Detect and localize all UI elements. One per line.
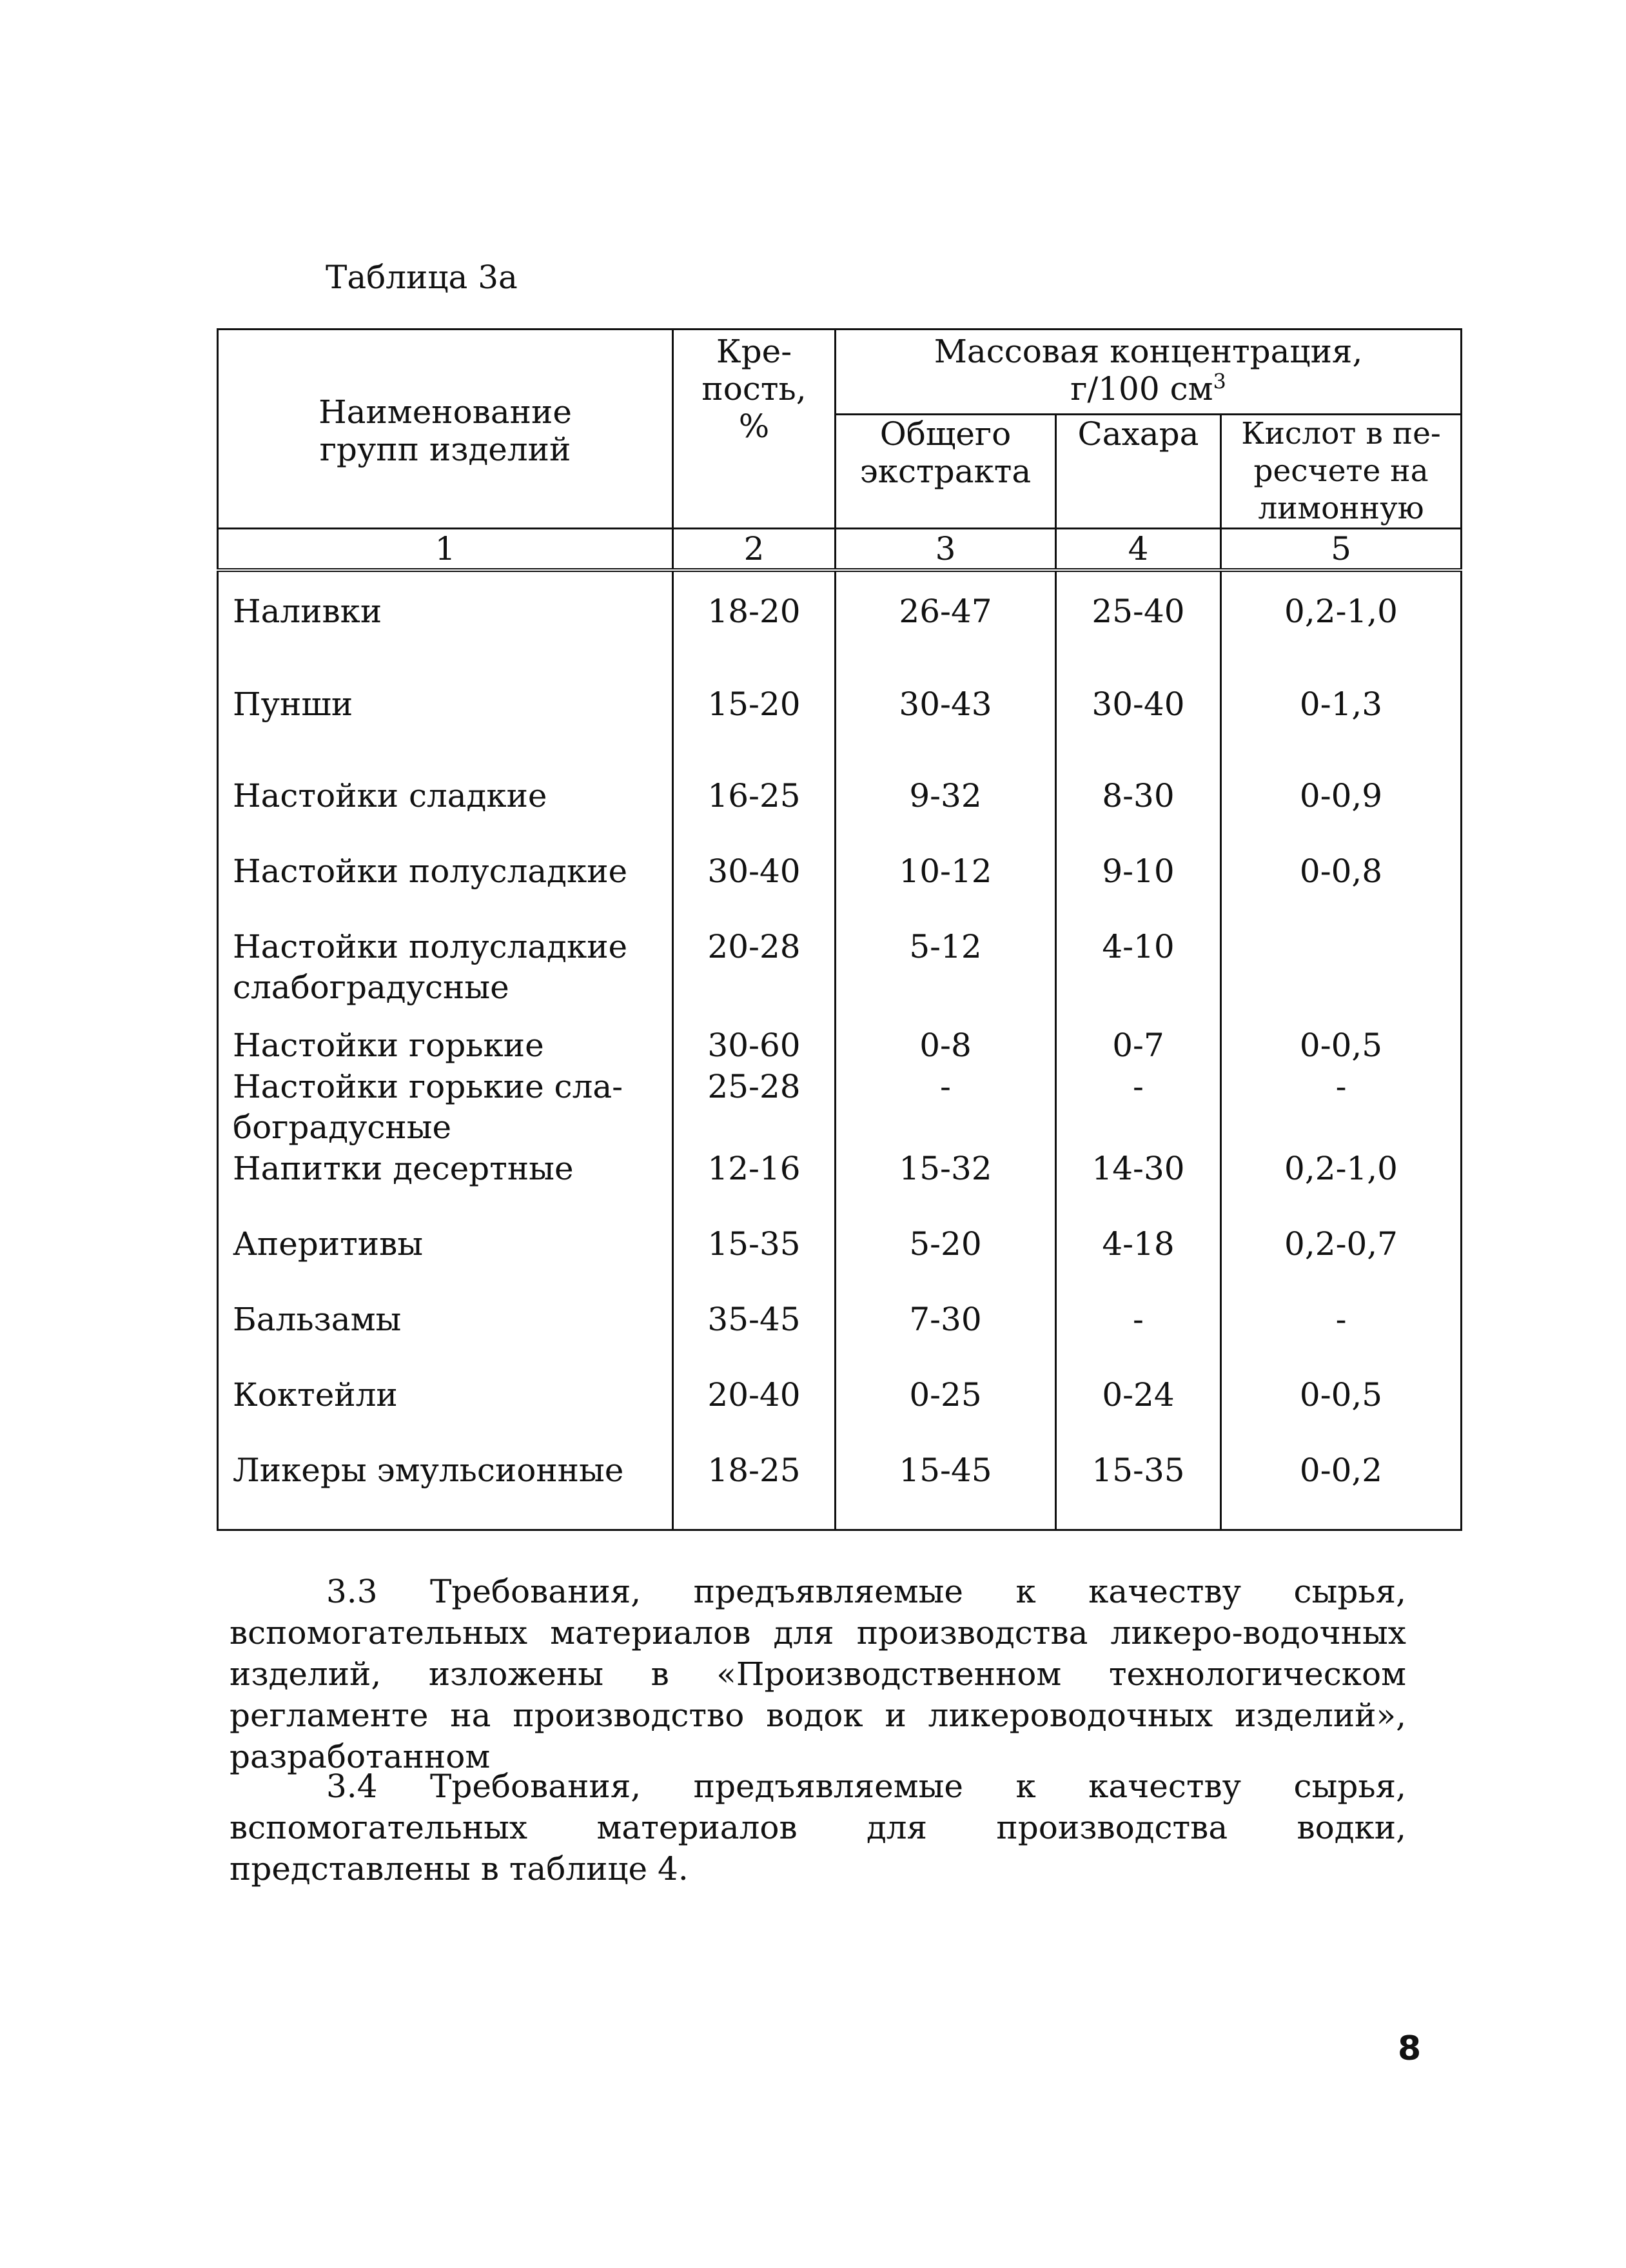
header-mass-concentration bbox=[836, 330, 1462, 415]
row-acids: 0-0,5 bbox=[1221, 1375, 1462, 1450]
table-row bbox=[218, 1025, 1462, 1067]
row-strength: 12-16 bbox=[673, 1149, 836, 1224]
row-strength: 16-25 bbox=[673, 776, 836, 851]
header-sugar-label: Сахара bbox=[1077, 415, 1199, 453]
row-acids: 0-0,8 bbox=[1221, 851, 1462, 927]
header-acids bbox=[1221, 415, 1462, 529]
row-acids: 0-0,9 bbox=[1221, 776, 1462, 851]
header-name bbox=[218, 330, 673, 529]
row-acids: - bbox=[1221, 1299, 1462, 1375]
column-number-5: 5 bbox=[1221, 529, 1462, 571]
row-acids: 0,2-1,0 bbox=[1221, 570, 1462, 684]
row-sugar: 14-30 bbox=[1056, 1149, 1221, 1224]
table-row bbox=[218, 1375, 1462, 1450]
row-strength: 15-20 bbox=[673, 684, 836, 776]
column-number-3: 3 bbox=[836, 529, 1056, 571]
paragraph-3-4: 3.4 Требования, предъявляемые к качеству сырья, вспомогательных материалов для производства водки, представлены в таблице 4. bbox=[230, 1768, 1406, 1888]
row-acids: 0-0,2 bbox=[1221, 1450, 1462, 1530]
table-caption: Таблица 3а bbox=[326, 259, 518, 296]
row-name: Аперитивы bbox=[218, 1224, 673, 1299]
row-sugar: 8-30 bbox=[1056, 776, 1221, 851]
header-mass-concentration-label: Массовая концентрация, г/100 см bbox=[934, 333, 1363, 408]
row-sugar: 4-18 bbox=[1056, 1224, 1221, 1299]
row-acids: 0-1,3 bbox=[1221, 684, 1462, 776]
row-strength: 30-40 bbox=[673, 851, 836, 927]
header-strength-label: Кре-пость, % bbox=[701, 333, 807, 445]
row-name: Ликеры эмульсионные bbox=[218, 1450, 673, 1530]
table-row bbox=[218, 684, 1462, 776]
row-strength: 15-35 bbox=[673, 1224, 836, 1299]
row-extract: 5-20 bbox=[836, 1224, 1056, 1299]
row-acids: - bbox=[1221, 1067, 1462, 1149]
row-strength: 20-28 bbox=[673, 927, 836, 1025]
header-mass-concentration-sup: 3 bbox=[1213, 369, 1226, 394]
row-strength: 18-20 bbox=[673, 570, 836, 684]
row-extract: 0-8 bbox=[836, 1025, 1056, 1067]
row-sugar: 30-40 bbox=[1056, 684, 1221, 776]
table-row bbox=[218, 927, 1462, 1025]
row-extract: 26-47 bbox=[836, 570, 1056, 684]
table-row bbox=[218, 1450, 1462, 1530]
row-sugar: - bbox=[1056, 1299, 1221, 1375]
row-name: Коктейли bbox=[218, 1375, 673, 1450]
table-row bbox=[218, 1224, 1462, 1299]
row-name: Бальзамы bbox=[218, 1299, 673, 1375]
table-row bbox=[218, 776, 1462, 851]
page-number: 8 bbox=[1398, 2029, 1422, 2068]
header-acids-label: Кислот в пе-ресчете на лимонную bbox=[1241, 416, 1441, 526]
row-acids: 0-0,5 bbox=[1221, 1025, 1462, 1067]
row-acids: 0,2-1,0 bbox=[1221, 1149, 1462, 1224]
row-extract: 7-30 bbox=[836, 1299, 1056, 1375]
row-name: Настойки сладкие bbox=[218, 776, 673, 851]
row-name: Наливки bbox=[218, 570, 673, 684]
header-sugar bbox=[1056, 415, 1221, 529]
column-number-4: 4 bbox=[1056, 529, 1221, 571]
row-sugar: 15-35 bbox=[1056, 1450, 1221, 1530]
row-name: Пунши bbox=[218, 684, 673, 776]
row-strength: 20-40 bbox=[673, 1375, 836, 1450]
table-row bbox=[218, 1067, 1462, 1149]
row-sugar: 0-7 bbox=[1056, 1025, 1221, 1067]
row-extract: 30-43 bbox=[836, 684, 1056, 776]
row-strength: 18-25 bbox=[673, 1450, 836, 1530]
row-strength: 30-60 bbox=[673, 1025, 836, 1067]
product-table bbox=[217, 328, 1462, 1531]
row-extract: 0-25 bbox=[836, 1375, 1056, 1450]
column-number-1: 1 bbox=[218, 529, 673, 571]
row-acids bbox=[1221, 927, 1462, 1025]
table-row bbox=[218, 1299, 1462, 1375]
row-name: Настойки горькие bbox=[218, 1025, 673, 1067]
header-total-extract-label: Общего экстракта bbox=[859, 415, 1032, 490]
row-extract: 15-45 bbox=[836, 1450, 1056, 1530]
row-sugar: 4-10 bbox=[1056, 927, 1221, 1025]
table-row bbox=[218, 570, 1462, 684]
row-extract: 10-12 bbox=[836, 851, 1056, 927]
column-number-2: 2 bbox=[673, 529, 836, 571]
row-sugar: 9-10 bbox=[1056, 851, 1221, 927]
table-row bbox=[218, 851, 1462, 927]
header-strength bbox=[673, 330, 836, 529]
row-name: Настойки горькие сла-боградусные bbox=[218, 1067, 673, 1149]
row-strength: 25-28 bbox=[673, 1067, 836, 1149]
table-row bbox=[218, 1149, 1462, 1224]
row-acids: 0,2-0,7 bbox=[1221, 1224, 1462, 1299]
row-name: Настойки полусладкие слабоградусные bbox=[218, 927, 673, 1025]
row-strength: 35-45 bbox=[673, 1299, 836, 1375]
row-extract: 5-12 bbox=[836, 927, 1056, 1025]
paragraph-3-3: 3.3 Требования, предъявляемые к качеству сырья, вспомогательных материалов для производства ликеро-водочных изделий, изложены в «Производственном технологическом регламенте на производство водок и ликероводочных изделий», разработанном bbox=[230, 1573, 1406, 1775]
row-sugar: - bbox=[1056, 1067, 1221, 1149]
header-total-extract bbox=[836, 415, 1056, 529]
row-extract: - bbox=[836, 1067, 1056, 1149]
row-sugar: 0-24 bbox=[1056, 1375, 1221, 1450]
header-name-label: Наименование групп изделий bbox=[318, 393, 572, 468]
row-extract: 15-32 bbox=[836, 1149, 1056, 1224]
row-extract: 9-32 bbox=[836, 776, 1056, 851]
row-sugar: 25-40 bbox=[1056, 570, 1221, 684]
row-name: Напитки десертные bbox=[218, 1149, 673, 1224]
row-name: Настойки полусладкие bbox=[218, 851, 673, 927]
